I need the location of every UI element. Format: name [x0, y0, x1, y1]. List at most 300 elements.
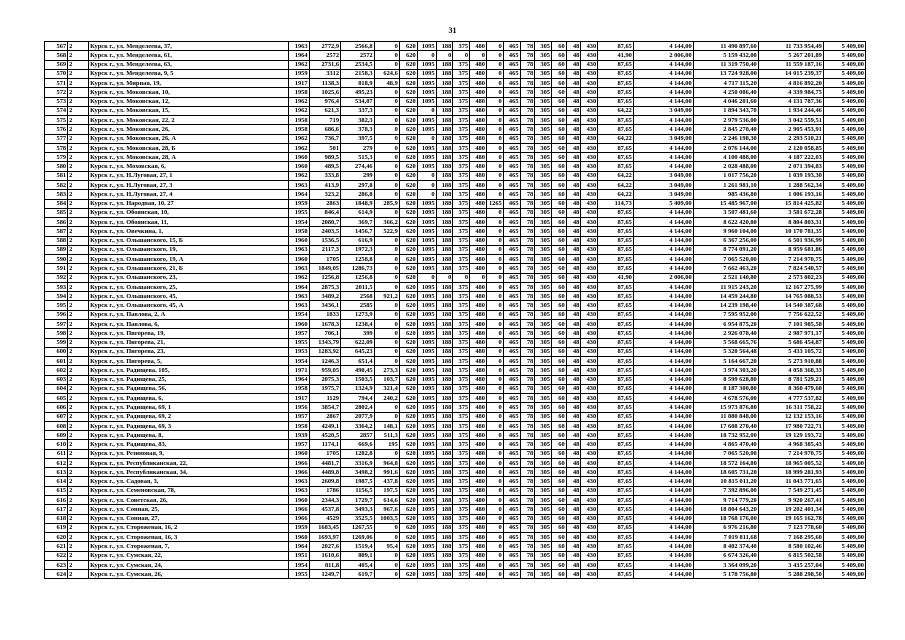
table-cell: 4 717 115,20 — [693, 79, 758, 88]
address-cell: Курск г., ул. Ольшанского, 25, — [89, 282, 288, 291]
table-cell: 620 — [399, 273, 417, 282]
table-cell: 4 250 086,40 — [693, 88, 758, 97]
table-cell: 2 — [68, 245, 89, 254]
table-cell: 305 — [535, 88, 552, 97]
table-cell: 4489,8 — [309, 468, 340, 477]
table-cell: 0 — [486, 347, 503, 356]
table-cell: 480 — [470, 143, 487, 152]
table-cell: 964,8 — [374, 458, 399, 467]
table-cell: 7 214 970,75 — [758, 255, 823, 264]
table-cell: 78 — [520, 449, 535, 458]
table-cell: 465 — [503, 338, 520, 347]
table-cell: 2867 — [309, 412, 340, 421]
table-cell: 0 — [486, 236, 503, 245]
table-cell: 78 — [520, 208, 535, 217]
table-cell: 0 — [486, 486, 503, 495]
table-cell: 1286,73 — [341, 264, 375, 273]
table-cell: 87,65 — [598, 514, 634, 523]
table-cell: 4 144,00 — [633, 60, 693, 69]
table-cell: 9 920 267,41 — [758, 496, 823, 505]
table-cell: 60 — [552, 440, 567, 449]
table-cell: 48 — [566, 125, 581, 134]
table-cell: 571 — [45, 79, 68, 88]
table-cell: 651,4 — [341, 357, 375, 366]
table-cell: 430 — [581, 412, 598, 421]
table-cell: 489,5 — [309, 162, 340, 171]
table-cell: 480 — [470, 319, 487, 328]
table-cell: 1095 — [417, 329, 436, 338]
table-cell: 430 — [581, 560, 598, 569]
table-cell: 87,65 — [598, 88, 634, 97]
table-cell: 5 409,00 — [823, 570, 865, 579]
table-cell: 809,1 — [341, 551, 375, 560]
table-cell: 1095 — [417, 458, 436, 467]
table-cell: 8 580 102,46 — [758, 542, 823, 551]
table-cell: 5 273 910,88 — [758, 357, 823, 366]
table-cell: 4 144,00 — [633, 329, 693, 338]
table-cell: 430 — [581, 458, 598, 467]
table-cell: 1095 — [417, 255, 436, 264]
table-cell: 1683,45 — [309, 523, 340, 532]
table-cell: 430 — [581, 468, 598, 477]
table-cell: 2 — [68, 116, 89, 125]
table-cell: 1917 — [288, 79, 309, 88]
table-cell: 87,65 — [598, 245, 634, 254]
table-cell: 719 — [309, 116, 340, 125]
table-cell: 5 409,00 — [823, 292, 865, 301]
table-cell: 430 — [581, 42, 598, 51]
table-cell: 64,22 — [598, 171, 634, 180]
table-cell: 305 — [535, 403, 552, 412]
table-cell: 1954 — [288, 218, 309, 227]
table-cell: 11 915 243,20 — [693, 282, 758, 291]
table-cell: 1963 — [288, 477, 309, 486]
table-cell: 2 — [68, 329, 89, 338]
table-cell: 7 392 896,00 — [693, 486, 758, 495]
table-cell: 846,4 — [309, 208, 340, 217]
table-row — [45, 431, 866, 440]
table-cell: 620 — [399, 171, 417, 180]
table-cell: 48 — [566, 190, 581, 199]
table-cell: 0 — [486, 357, 503, 366]
table-cell: 305 — [535, 273, 552, 282]
table-cell: 60 — [552, 394, 567, 403]
table-cell: 48 — [566, 69, 581, 78]
table-cell: 5 409,00 — [823, 384, 865, 393]
table-cell: 620 — [399, 412, 417, 421]
table-cell: 8 959 681,86 — [758, 245, 823, 254]
table-cell: 1095 — [417, 264, 436, 273]
table-cell: 188 — [436, 551, 453, 560]
table-cell: 48 — [566, 523, 581, 532]
table-cell: 305 — [535, 97, 552, 106]
table-cell: 0 — [486, 505, 503, 514]
table-cell: 60 — [552, 505, 567, 514]
table-cell: 480 — [470, 199, 487, 208]
table-cell: 622 — [45, 551, 68, 560]
table-cell: 5 267 201,89 — [758, 51, 823, 60]
table-cell: 337,3 — [341, 106, 375, 115]
table-cell: 578 — [45, 143, 68, 152]
table-cell: 2 — [68, 449, 89, 458]
table-cell: 78 — [520, 533, 535, 542]
table-cell: 48 — [566, 421, 581, 430]
table-cell: 4 144,00 — [633, 440, 693, 449]
table-cell: 614,9 — [341, 208, 375, 217]
table-cell: 4 144,00 — [633, 310, 693, 319]
table-cell: 87,65 — [598, 310, 634, 319]
table-row — [45, 523, 866, 532]
table-cell: 375 — [453, 227, 470, 236]
table-cell: 0 — [486, 97, 503, 106]
address-cell: Курск г., ул. Моковская, 28, А — [89, 153, 288, 162]
table-cell: 620 — [399, 440, 417, 449]
table-cell: 5 409,00 — [823, 421, 865, 430]
table-cell: 2 — [68, 134, 89, 143]
table-cell: 5 409,00 — [823, 366, 865, 375]
table-cell: 5 409,00 — [823, 329, 865, 338]
table-cell: 3 049,00 — [633, 171, 693, 180]
table-cell: 465 — [503, 208, 520, 217]
table-cell: 620 — [399, 292, 417, 301]
table-cell: 78 — [520, 125, 535, 134]
table-cell: 0 — [374, 264, 399, 273]
table-row — [45, 42, 866, 51]
table-cell: 5 409,00 — [823, 357, 865, 366]
table-cell: 1729,7 — [341, 496, 375, 505]
address-cell: Курск г., ул. Менделеева, 63, — [89, 60, 288, 69]
table-cell: 430 — [581, 486, 598, 495]
table-cell: 602 — [45, 366, 68, 375]
table-cell: 4 144,00 — [633, 431, 693, 440]
table-cell: 3 049,00 — [633, 106, 693, 115]
address-cell: Курск г., ул. Мирная, 19, — [89, 79, 288, 88]
table-cell: 87,65 — [598, 143, 634, 152]
table-cell: 375 — [453, 440, 470, 449]
table-cell: 5 288 298,50 — [758, 570, 823, 579]
table-cell: 604 — [45, 384, 68, 393]
table-cell: 1095 — [417, 431, 436, 440]
table-cell: 2 — [68, 282, 89, 291]
table-cell: 1953 — [288, 347, 309, 356]
table-cell: 0 — [417, 106, 436, 115]
table-cell: 465 — [503, 143, 520, 152]
table-cell: 600 — [45, 347, 68, 356]
table-cell: 465 — [503, 560, 520, 569]
table-cell: 1962 — [288, 273, 309, 282]
table-cell: 599 — [45, 338, 68, 347]
table-cell: 465 — [503, 394, 520, 403]
table-cell: 613 — [45, 468, 68, 477]
table-cell: 2 — [68, 171, 89, 180]
table-cell: 430 — [581, 319, 598, 328]
table-cell: 1095 — [417, 69, 436, 78]
table-cell: 1917 — [288, 394, 309, 403]
table-cell: 592 — [45, 273, 68, 282]
table-cell: 285,9 — [374, 199, 399, 208]
table-cell: 620 — [399, 477, 417, 486]
table-cell: 620 — [399, 218, 417, 227]
address-cell: Курск г., ул. Сонная, 25, — [89, 505, 288, 514]
table-cell: 480 — [470, 551, 487, 560]
table-cell: 465 — [503, 505, 520, 514]
table-cell: 430 — [581, 329, 598, 338]
table-cell: 1095 — [417, 301, 436, 310]
table-cell: 7 595 952,00 — [693, 310, 758, 319]
table-cell: 16 311 758,22 — [758, 403, 823, 412]
table-cell: 5 409,00 — [823, 310, 865, 319]
table-cell: 430 — [581, 208, 598, 217]
table-cell: 60 — [552, 551, 567, 560]
table-cell: 375 — [453, 431, 470, 440]
table-cell: 305 — [535, 551, 552, 560]
table-cell: 305 — [535, 394, 552, 403]
table-cell: 188 — [436, 496, 453, 505]
table-cell: 0 — [486, 273, 503, 282]
table-cell: 0 — [374, 403, 399, 412]
table-cell: 188 — [436, 60, 453, 69]
table-cell: 188 — [436, 69, 453, 78]
table-cell: 188 — [436, 570, 453, 579]
table-cell: 87,65 — [598, 542, 634, 551]
table-cell: 305 — [535, 180, 552, 189]
table-cell: 1963 — [288, 292, 309, 301]
table-cell: 87,65 — [598, 42, 634, 51]
table-cell: 305 — [535, 357, 552, 366]
address-cell: Курск г., ул. Республиканская, 22, — [89, 458, 288, 467]
table-cell: 570 — [45, 69, 68, 78]
table-cell: 5 409,00 — [823, 523, 865, 532]
table-cell: 1095 — [417, 60, 436, 69]
table-cell: 78 — [520, 384, 535, 393]
table-cell: 18 965 005,52 — [758, 458, 823, 467]
table-cell: 10 170 781,35 — [758, 227, 823, 236]
table-cell: 1095 — [417, 116, 436, 125]
table-cell: 1095 — [417, 477, 436, 486]
table-cell: 515,3 — [341, 153, 375, 162]
table-cell: 620 — [399, 310, 417, 319]
table-cell: 0 — [486, 116, 503, 125]
table-cell: 465 — [503, 440, 520, 449]
table-cell: 2 120 058,85 — [758, 143, 823, 152]
table-cell: 480 — [470, 514, 487, 523]
table-cell: 1962 — [288, 60, 309, 69]
table-cell: 4 144,00 — [633, 449, 693, 458]
table-cell: 620 — [399, 542, 417, 551]
table-cell: 2772,9 — [309, 42, 340, 51]
table-row — [45, 199, 866, 208]
table-cell: 605 — [45, 394, 68, 403]
table-cell: 1095 — [417, 560, 436, 569]
table-row — [45, 79, 866, 88]
address-cell: Курск г., ул. Радищева, 69, 1 — [89, 403, 288, 412]
table-cell: 48 — [566, 301, 581, 310]
table-cell: 378,3 — [341, 125, 375, 134]
table-row — [45, 264, 866, 273]
table-cell: 1249,7 — [309, 570, 340, 579]
table-cell: 7 101 985,58 — [758, 319, 823, 328]
table-cell: 375 — [453, 218, 470, 227]
table-cell: 5 409,00 — [823, 218, 865, 227]
table-cell: 480 — [470, 449, 487, 458]
table-cell: 305 — [535, 458, 552, 467]
table-cell: 5 409,00 — [823, 394, 865, 403]
table-row — [45, 143, 866, 152]
table-cell: 2731,6 — [309, 60, 340, 69]
table-cell: 399 — [341, 329, 375, 338]
table-cell: 1956 — [288, 403, 309, 412]
table-cell: 430 — [581, 570, 598, 579]
table-cell: 60 — [552, 208, 567, 217]
table-cell: 0 — [486, 319, 503, 328]
table-cell: 305 — [535, 523, 552, 532]
table-cell: 2 — [68, 468, 89, 477]
table-row — [45, 486, 866, 495]
table-cell: 4520,5 — [309, 431, 340, 440]
table-cell: 480 — [470, 282, 487, 291]
table-cell: 5 409,00 — [823, 551, 865, 560]
table-cell: 1265 — [486, 199, 503, 208]
table-cell: 620 — [399, 329, 417, 338]
table-cell: 87,65 — [598, 162, 634, 171]
table-cell: 382,3 — [341, 116, 375, 125]
table-cell: 17 608 270,40 — [693, 421, 758, 430]
table-cell: 607 — [45, 412, 68, 421]
table-cell: 430 — [581, 143, 598, 152]
table-cell: 2 — [68, 477, 89, 486]
table-cell: 87,65 — [598, 366, 634, 375]
table-cell: 465 — [503, 69, 520, 78]
table-cell: 48 — [566, 357, 581, 366]
table-cell: 188 — [436, 329, 453, 338]
table-cell: 188 — [436, 384, 453, 393]
table-cell: 5 409,00 — [823, 190, 865, 199]
table-cell: 188 — [436, 394, 453, 403]
table-cell: 18 572 164,80 — [693, 458, 758, 467]
table-cell: 114,73 — [598, 199, 634, 208]
table-row — [45, 412, 866, 421]
table-cell: 1156,5 — [341, 486, 375, 495]
table-cell: 480 — [470, 88, 487, 97]
table-cell: 594 — [45, 292, 68, 301]
table-cell: 78 — [520, 255, 535, 264]
table-cell: 7 549 271,45 — [758, 486, 823, 495]
table-cell: 1 006 193,16 — [758, 190, 823, 199]
table-cell: 1267,55 — [341, 523, 375, 532]
table-cell: 1503,5 — [341, 375, 375, 384]
table-cell: 0 — [486, 255, 503, 264]
table-cell: 305 — [535, 431, 552, 440]
table-cell: 0 — [374, 245, 399, 254]
table-cell: 1095 — [417, 236, 436, 245]
address-cell: Курск г., ул. Павлова, 6, — [89, 319, 288, 328]
table-cell: 48 — [566, 431, 581, 440]
table-cell: 5 409,00 — [823, 338, 865, 347]
table-cell: 305 — [535, 245, 552, 254]
table-cell: 48 — [566, 171, 581, 180]
table-cell: 188 — [436, 116, 453, 125]
register-table — [44, 41, 866, 579]
table-cell: 5 320 564,48 — [693, 347, 758, 356]
table-cell: 5 409,00 — [823, 533, 865, 542]
table-cell: 568 — [45, 51, 68, 60]
table-cell: 430 — [581, 264, 598, 273]
table-cell: 0 — [486, 477, 503, 486]
table-cell: 4 144,00 — [633, 301, 693, 310]
address-cell: Курск г., ул. Резиновая, 9, — [89, 449, 288, 458]
table-cell: 465 — [503, 366, 520, 375]
table-cell: 0 — [486, 394, 503, 403]
table-cell: 1975,7 — [309, 384, 340, 393]
table-cell: 8 774 091,20 — [693, 245, 758, 254]
table-cell: 0 — [374, 153, 399, 162]
table-cell: 1095 — [417, 88, 436, 97]
table-cell: 0 — [374, 255, 399, 264]
table-cell: 5 409,00 — [823, 282, 865, 291]
table-cell: 48 — [566, 282, 581, 291]
table-row — [45, 440, 866, 449]
table-cell: 430 — [581, 273, 598, 282]
table-cell: 14 765 088,53 — [758, 292, 823, 301]
table-cell: 8 360 479,60 — [758, 384, 823, 393]
address-cell: Курск г., ул. Менделеева, 61, — [89, 51, 288, 60]
table-cell: 87,65 — [598, 394, 634, 403]
table-cell: 78 — [520, 412, 535, 421]
table-cell: 2 246 198,30 — [693, 134, 758, 143]
table-cell: 3 049,00 — [633, 180, 693, 189]
table-cell: 188 — [436, 227, 453, 236]
table-cell: 1095 — [417, 292, 436, 301]
table-cell: 595 — [45, 301, 68, 310]
table-cell: 0 — [486, 449, 503, 458]
table-cell: 465 — [503, 533, 520, 542]
table-cell: 480 — [470, 533, 487, 542]
table-cell: 465 — [503, 273, 520, 282]
table-cell: 375 — [453, 125, 470, 134]
table-cell: 60 — [552, 412, 567, 421]
table-cell: 480 — [470, 366, 487, 375]
table-cell: 375 — [453, 449, 470, 458]
table-cell: 5 409,00 — [823, 449, 865, 458]
table-cell: 1610,6 — [309, 551, 340, 560]
table-cell: 41,90 — [598, 273, 634, 282]
table-cell: 78 — [520, 375, 535, 384]
table-cell: 78 — [520, 218, 535, 227]
table-cell: 305 — [535, 533, 552, 542]
table-cell: 0 — [486, 533, 503, 542]
table-cell: 60 — [552, 468, 567, 477]
table-cell: 1324,9 — [341, 384, 375, 393]
table-cell: 78 — [520, 431, 535, 440]
table-cell: 620 — [399, 366, 417, 375]
table-cell: 375 — [453, 375, 470, 384]
table-cell: 5 568 665,76 — [693, 338, 758, 347]
table-cell: 4 144,00 — [633, 384, 693, 393]
table-cell: 0 — [417, 171, 436, 180]
table-cell: 1962 — [288, 106, 309, 115]
table-cell: 0 — [374, 329, 399, 338]
table-cell: 2 — [68, 42, 89, 51]
table-cell: 188 — [436, 208, 453, 217]
table-cell: 4 144,00 — [633, 542, 693, 551]
table-cell: 3 435 257,04 — [758, 560, 823, 569]
table-cell: 188 — [436, 199, 453, 208]
table-cell: 375 — [453, 79, 470, 88]
table-cell: 375 — [453, 533, 470, 542]
table-cell: 7 756 622,52 — [758, 310, 823, 319]
table-cell: 620 — [399, 51, 417, 60]
table-cell: 1269,06 — [341, 533, 375, 542]
